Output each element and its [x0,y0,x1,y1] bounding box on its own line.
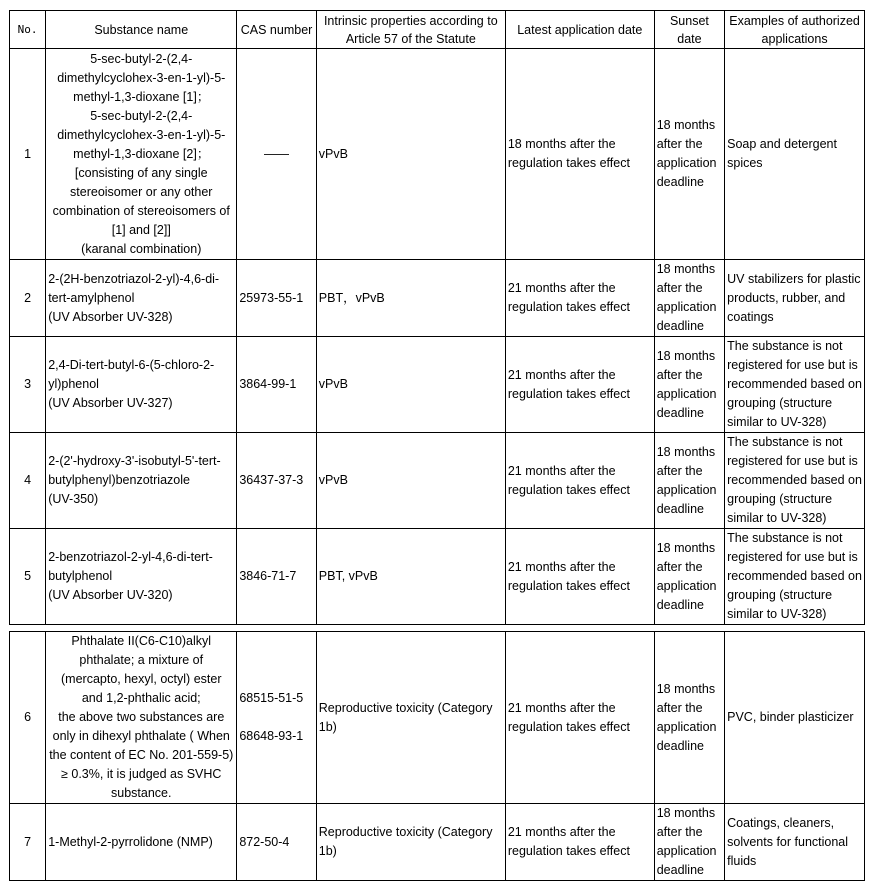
row-number: 1 [10,49,46,260]
substance-name [46,337,237,433]
substance-name-line: butylphenyl)benzotriazole [48,473,190,487]
latest-application-date: 18 months after the regulation takes effect [505,49,654,260]
cas-number: 872-50-4 [237,804,316,881]
authorized-applications: Soap and detergent spices [725,49,865,260]
intrinsic-properties: vPvB [316,433,505,529]
substance-name-line: phthalate; a mixture of [79,653,204,667]
substance-name-line: (mercapto, hexyl, octyl) ester [61,672,222,686]
header-cas-number: CAS number [237,11,316,49]
cas-number-line: 68515-51-5 [239,691,304,705]
substance-name-line: 5-sec-butyl-2-(2,4- [90,108,193,123]
intrinsic-properties: PBT, vPvB [316,529,505,625]
authorized-applications: Coatings, cleaners, solvents for functional fluids [725,804,865,881]
latest-application-date: 21 months after the regulation takes effect [505,632,654,804]
sunset-date: 18 months after the application deadline [654,433,724,529]
latest-application-date: 21 months after the regulation takes effect [505,260,654,337]
header-no: No. [10,11,46,49]
substance-name-line: 2-(2H-benzotriazol-2-yl)-4,6-di- [48,271,220,286]
substance-name-line: [consisting of any single [74,165,208,180]
substance-name-line: and 1,2-phthalic acid; [81,691,201,705]
cas-number-line: 68648-93-1 [239,729,304,743]
sunset-date: 18 months after the application deadline [654,804,724,881]
substance-name-line: 2-(2'-hydroxy-3'-isobutyl-5'-tert- [48,454,221,468]
intrinsic-properties: vPvB [316,337,505,433]
table-row [10,632,865,804]
latest-application-date: 21 months after the regulation takes effect [505,804,654,881]
substance-name-line: (karanal combination) [81,241,202,256]
authorized-applications: The substance is not registered for use but is recommended based on grouping (structure similar to UV-328) [725,433,865,529]
substance-name-line: 5-sec-butyl-2-(2,4- [90,51,193,66]
cas-number: 36437-37-3 [237,433,316,529]
substance-name-line: yl)phenol [48,377,99,391]
substance-name-line: methyl-1,3-dioxane [2]； [73,146,210,161]
latest-application-date: 21 months after the regulation takes effect [505,337,654,433]
sunset-date: 18 months after the application deadline [654,632,724,804]
intrinsic-properties: Reproductive toxicity (Category 1b) [316,632,505,804]
table-row [10,260,865,337]
latest-application-date: 21 months after the regulation takes effect [505,529,654,625]
table-row [10,804,865,881]
row-number: 7 [10,804,46,881]
row-number: 3 [10,337,46,433]
svhc-table-part-2 [9,631,865,881]
sunset-date: 18 months after the application deadline [654,529,724,625]
substance-name [46,260,237,337]
substance-name-line: [1] and [2]] [111,222,171,237]
table-row [10,529,865,625]
substance-name-line: dimethylcyclohex-3-en-1-yl)-5- [57,70,226,85]
cas-number: 3864-99-1 [237,337,316,433]
substance-name [46,632,237,804]
substance-name [46,804,237,881]
substance-name-line: 2,4-Di-tert-butyl-6-(5-chloro-2- [48,358,215,372]
table-row [10,433,865,529]
row-number: 5 [10,529,46,625]
svhc-table-part-1 [9,10,865,625]
substance-name-line: 2-benzotriazol-2-yl-4,6-di-tert- [48,550,213,564]
substance-name-line: 1-Methyl-2-pyrrolidone (NMP) [48,834,213,849]
substance-name-line: (UV-350) [48,492,99,506]
sunset-date: 18 months after the application deadline [654,49,724,260]
substance-name [46,433,237,529]
substance-name [46,529,237,625]
cas-number: 3846-71-7 [237,529,316,625]
intrinsic-properties: Reproductive toxicity (Category 1b) [316,804,505,881]
substance-name-line: (UV Absorber UV-328) [48,309,173,324]
substance-name-line: butylphenol [48,569,113,583]
authorized-applications: PVC, binder plasticizer [725,632,865,804]
sunset-date: 18 months after the application deadline [654,337,724,433]
sunset-date: 18 months after the application deadline [654,260,724,337]
substance-name-line: Phthalate II(C6-C10)alkyl [71,634,212,648]
intrinsic-properties: PBT，vPvB [316,260,505,337]
substance-name-line: combination of stereoisomers of [52,203,230,218]
table-row [10,337,865,433]
substance-name-line: the above two substances are [58,710,225,724]
latest-application-date: 21 months after the regulation takes effect [505,433,654,529]
substance-name [46,49,237,260]
header-latest-application-date: Latest application date [505,11,654,49]
header-intrinsic-properties: Intrinsic properties according to Article 57 of the Statute [316,11,505,49]
table-row [10,49,865,260]
intrinsic-properties: vPvB [316,49,505,260]
cas-number: 25973-55-1 [237,260,316,337]
substance-name-line: only in dihexyl phthalate ( When [52,729,230,743]
substance-name-line: the content of EC No. 201-559-5) [49,748,234,762]
row-number: 6 [10,632,46,804]
header-sunset-date: Sunset date [654,11,724,49]
row-number: 4 [10,433,46,529]
header-authorized-applications: Examples of authorized applications [725,11,865,49]
substance-name-line: substance. [111,786,172,800]
authorized-applications: The substance is not registered for use but is recommended based on grouping (structure similar to UV-328) [725,337,865,433]
substance-name-line: tert-amylphenol [48,290,135,305]
substance-name-line: ≥ 0.3%, it is judged as SVHC [61,767,222,781]
row-number: 2 [10,260,46,337]
substance-name-line: (UV Absorber UV-327) [48,396,173,410]
substance-name-line: (UV Absorber UV-320) [48,588,173,602]
substance-name-line: methyl-1,3-dioxane [1]； [73,89,210,104]
header-substance-name: Substance name [46,11,237,49]
header-row [10,11,865,49]
cas-number: —— [237,49,316,260]
authorized-applications: The substance is not registered for use but is recommended based on grouping (structure similar to UV-328) [725,529,865,625]
substance-name-line: stereoisomer or any other [70,184,213,199]
authorized-applications: UV stabilizers for plastic products, rubber, and coatings [725,260,865,337]
cas-number [237,632,316,804]
substance-name-line: dimethylcyclohex-3-en-1-yl)-5- [57,127,226,142]
